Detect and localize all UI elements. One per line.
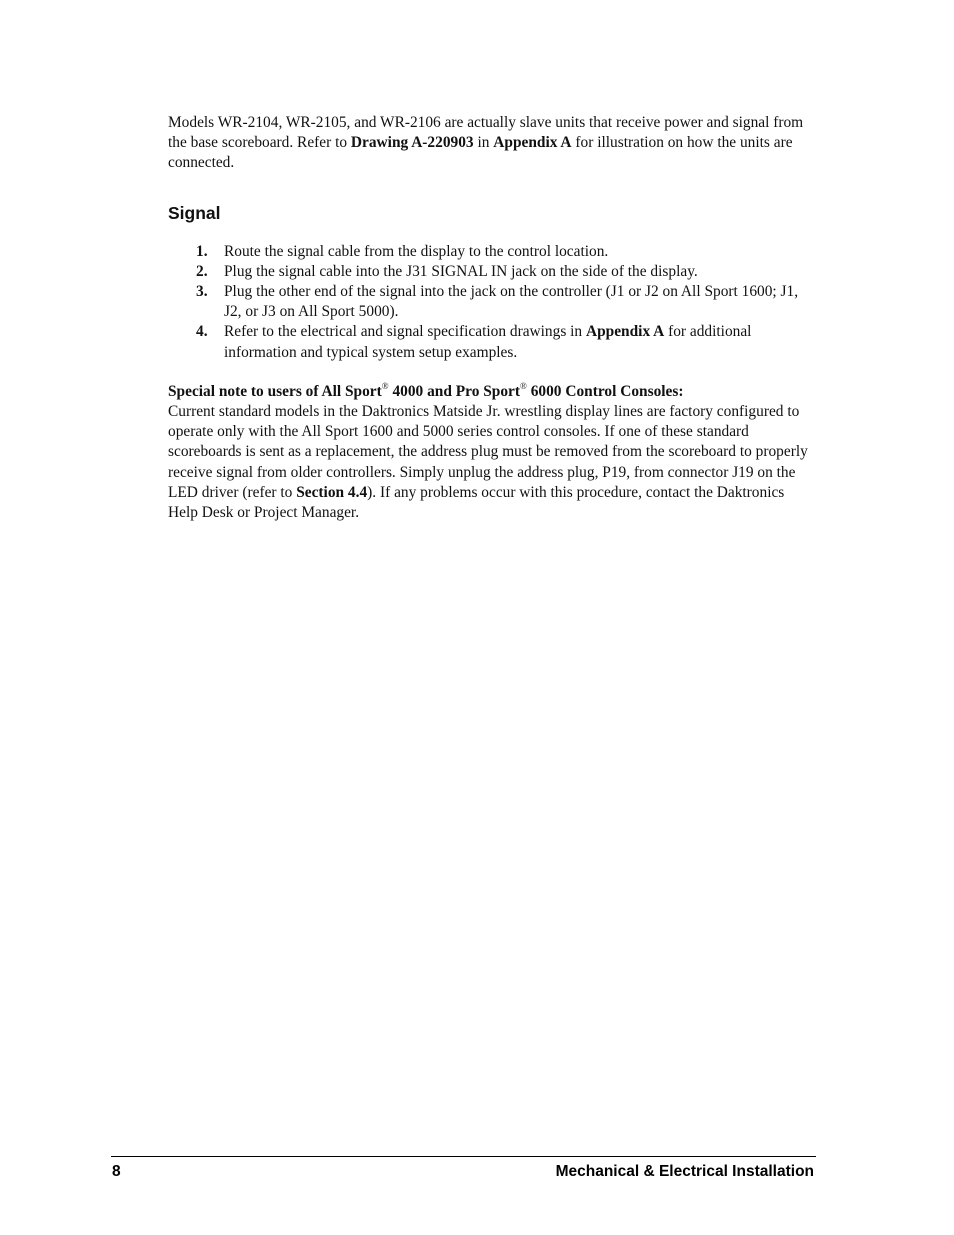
- special-note-heading: [168, 382, 818, 402]
- appendix-reference: Appendix A: [493, 134, 572, 152]
- note-body-text-2: ). If any problems occur with this procedure, contact the Daktronics Help Desk or Project Manager.: [168, 483, 785, 522]
- list-item: [168, 322, 818, 362]
- intro-text-3: for illustration on how the units are connected.: [168, 134, 793, 172]
- step-text: Plug the other end of the signal into the jack on the controller (J1 or J2 on All Sport 1600; J1, J2, or J3 on All Sport 5000).: [224, 283, 799, 321]
- intro-text-1: Models WR-2104, WR-2105, and WR-2106 are actually slave units that receive power and signal from the base scoreboard. Refer to: [168, 114, 804, 152]
- step-number: 4.: [196, 323, 208, 341]
- section-heading: Signal: [168, 202, 221, 223]
- step-number: 3.: [196, 283, 208, 301]
- page-content: [168, 113, 818, 523]
- drawing-reference: Drawing A-220903: [350, 134, 474, 152]
- note-head-part-3: 6000 Control Consoles:: [526, 382, 684, 400]
- list-item: [168, 242, 818, 262]
- step-number: 2.: [196, 262, 208, 280]
- note-head-part-1: Special note to users of All Sport: [168, 382, 382, 400]
- page-footer: [111, 1156, 816, 1180]
- appendix-reference: Appendix A: [585, 323, 665, 341]
- registered-mark: ®: [520, 380, 527, 391]
- step-text: Refer to the electrical and signal specification drawings in: [224, 323, 586, 341]
- chapter-title: Mechanical & Electrical Installation: [555, 1163, 814, 1180]
- step-number: 1.: [196, 242, 208, 260]
- list-item: [168, 282, 818, 322]
- step-text: Plug the signal cable into the J31 SIGNAL IN jack on the side of the display.: [224, 262, 698, 280]
- step-text-after: for additional information and typical system setup examples.: [224, 323, 752, 361]
- intro-text-2: in: [473, 134, 494, 152]
- step-text: Route the signal cable from the display to the control location.: [224, 242, 609, 260]
- registered-mark: ®: [381, 380, 389, 391]
- list-item: [168, 262, 818, 282]
- section-reference: Section 4.4: [296, 483, 368, 501]
- intro-paragraph: [168, 113, 818, 174]
- page-number: 8: [112, 1163, 121, 1180]
- signal-steps-list: [168, 242, 818, 363]
- note-body-text-1: Current standard models in the Daktronics Matside Jr. wrestling display lines are factory configured to operate only with the All Sport 1600 and 5000 series control consoles. If one of these standard scoreboards is sent as a replacement, the address plug must be removed from the scoreboard to properly receive signal from older controllers. Simply unplug the address plug, P19, from connector J19 on the LED driver (refer to: [168, 403, 808, 501]
- special-note-body: [168, 402, 818, 523]
- note-head-part-2: 4000 and Pro Sport: [388, 382, 521, 400]
